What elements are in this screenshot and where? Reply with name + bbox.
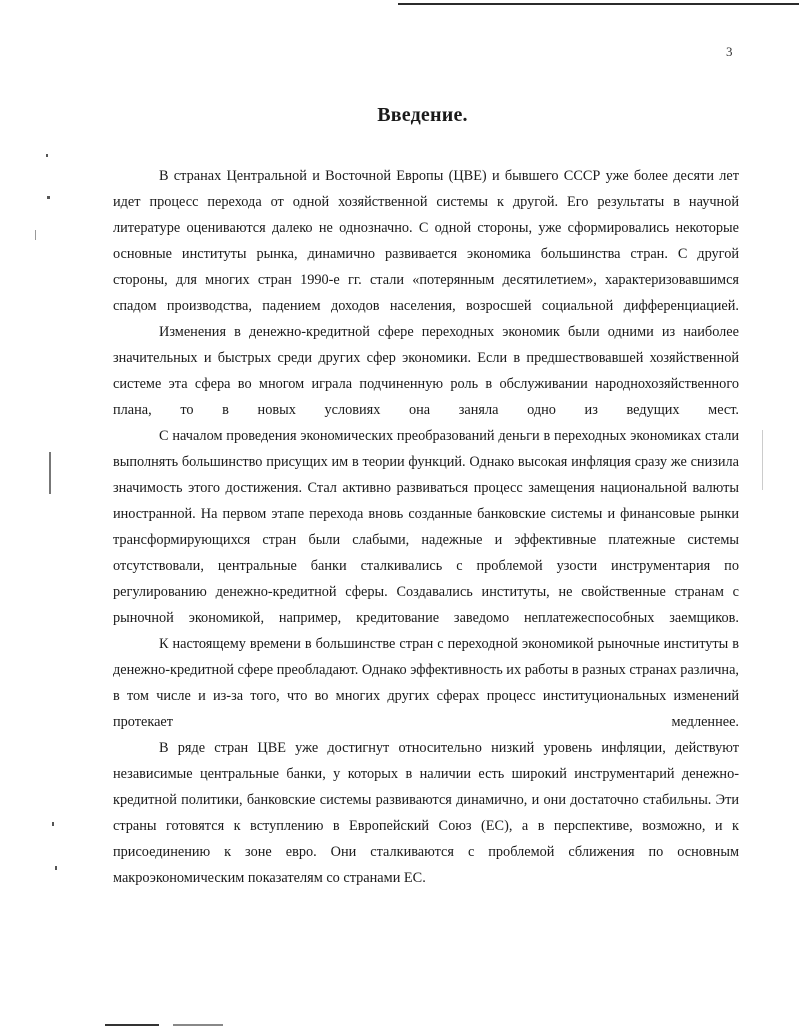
scan-mark: [55, 866, 57, 870]
scan-mark: [47, 196, 50, 199]
top-scan-rule: [398, 3, 799, 5]
scan-mark: [762, 430, 763, 490]
page-number: 3: [726, 44, 733, 59]
scan-mark: [52, 822, 54, 826]
scan-mark: [35, 230, 36, 240]
scan-mark: [46, 154, 48, 157]
paragraph-1: В странах Центральной и Восточной Европы (ЦВЕ) и бывшего СССР уже более десяти лет идет процесс перехода от одной хозяйственной системы к другой. Его результаты в научной литературе оцениваются далеко не однозначно. С одной стороны, уже сформировались некоторые основные институты рынка, динамично развивается экономика большинства стран. С другой стороны, для многих стран 1990-е гг. стали «потерянным десятилетием», характеризовавшимся спадом производства, падением доходов населения, возросшей социальной дифференциацией.: [113, 168, 739, 314]
scan-mark: [49, 452, 51, 494]
paragraph-4: К настоящему времени в большинстве стран с переходной экономикой рыночные институты в денежно-кредитной сфере преобладают. Однако эффективность их работы в разных странах различна, в том числе и из-за того, что во многих других сферах процесс институциональных изменений протекает медленнее.: [113, 636, 739, 730]
page-title: Введение.: [377, 104, 468, 126]
paragraph-5: В ряде стран ЦВЕ уже достигнут относительно низкий уровень инфляции, действуют независимые центральные банки, у которых в наличии есть широкий инструментарий денежно-кредитной политики, банковские системы развиваются динамично, и они достаточно стабильны. Эти страны готовятся к вступлению в Европейский Союз (ЕС), а в перспективе, возможно, и к присоединению к зоне евро. Они сталкиваются с проблемой сближения по основным макроэкономическим показателям со странами ЕС.: [113, 740, 739, 886]
paragraph-3: С началом проведения экономических преобразований деньги в переходных экономиках стали выполнять большинство присущих им в теории функций. Однако высокая инфляция сразу же снизила значимость этого достижения. Стал активно развиваться процесс замещения национальной валюты иностранной. На первом этапе перехода вновь созданные банковские системы и финансовые рынки трансформирующихся стран были слабыми, надежные и эффективные платежные системы отсутствовали, центральные банки сталкивались с проблемой узости инструментария по регулированию денежно-кредитной сферы. Создавались институты, не свойственные странам с рыночной экономикой, например, кредитование заведомо неплатежеспособных заемщиков.: [113, 428, 739, 626]
paragraph-2: Изменения в денежно-кредитной сфере переходных экономик были одними из наиболее значительных и быстрых среди других сфер экономики. Если в предшествовавшей хозяйственной системе эта сфера во многом играла подчиненную роль в обслуживании народнохозяйственного плана, то в новых условиях она заняла одно из ведущих мест.: [113, 324, 739, 418]
document-body: [113, 163, 739, 891]
bottom-scan-rule: [105, 1024, 159, 1026]
bottom-scan-rule: [173, 1024, 223, 1026]
